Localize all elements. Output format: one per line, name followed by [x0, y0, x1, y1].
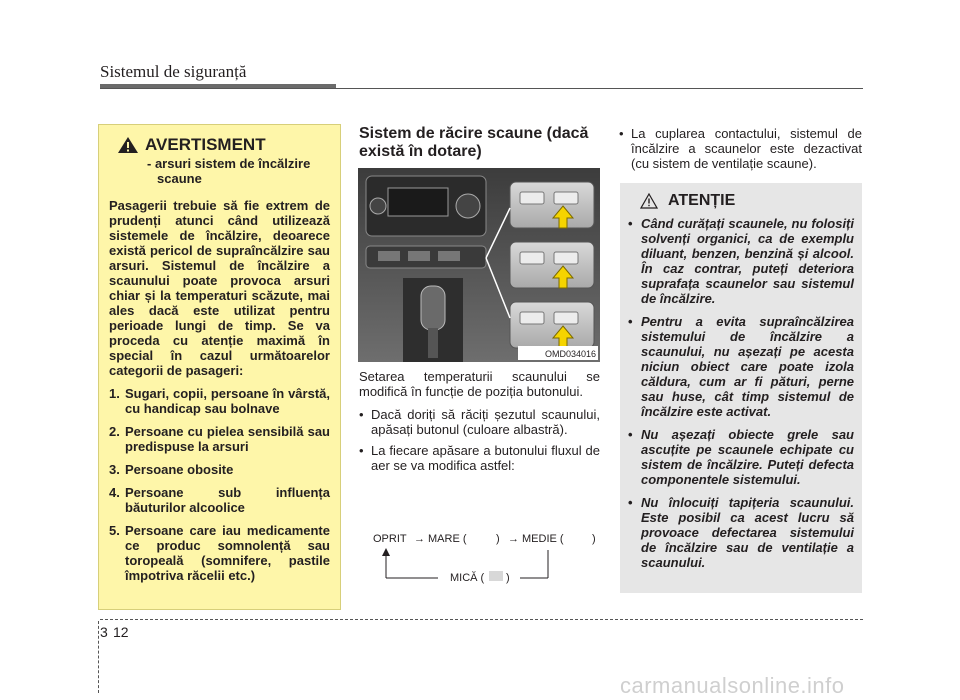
warning-subtitle: [147, 156, 330, 186]
warning-subtitle-line2: scaune: [157, 171, 202, 186]
console-photo: [358, 168, 600, 362]
diagram-high-close: ): [496, 533, 500, 545]
airflow-diagram: [370, 528, 600, 588]
seat-panel-2: [510, 242, 594, 288]
caution-list: [628, 216, 854, 570]
section-bullet: • La fiecare apăsare a butonului fluxul de aer se va modifica astfel:: [359, 443, 600, 473]
footer-rule: [100, 619, 863, 620]
page-section-number: 3: [100, 624, 108, 640]
warning-list-item: 4. Persoane sub influența băuturilor alcoolice: [109, 485, 330, 515]
seat-panel-1: [510, 182, 594, 228]
watermark: carmanualsonline.info: [620, 673, 845, 698]
warning-subtitle-line1: - arsuri sistem de încălzire: [147, 156, 311, 171]
section-bullet: • Dacă doriți să răciți șezutul scaunului, apăsați butonul (culoare albastră).: [359, 407, 600, 437]
caution-item: • Nu înlocuiți tapițeria scaunului. Este posibil ca acest lucru să provoace defectarea sistemului de încălzire sau de ventilație a scaunului.: [628, 495, 854, 570]
header-rule: [100, 88, 863, 89]
diagram-low-close: ): [506, 572, 510, 584]
diagram-arrow-1: →: [414, 533, 425, 545]
warning-list-item: 1. Sugari, copii, persoane în vârstă, cu handicap sau bolnave: [109, 386, 330, 416]
diagram-high-label: MARE (: [428, 533, 467, 545]
caution-box: [620, 183, 862, 593]
diagram-low-label: MICĂ (: [450, 572, 485, 584]
diagram-arrow-2: →: [508, 533, 519, 545]
console-illustration: [358, 168, 600, 362]
warning-body: Pasagerii trebuie să fie extrem de prudenți atunci când utilizează sistemele de încălzire, deoarece există pericol de supraîncălzire sau arsuri. Sistemul de încălzire a scaunului poate provoca arsuri chiar și la temperaturi scăzute, mai ales dacă este utilizat pentru perioade lungi de timp. Se va proceda cu atenție maximă în special în cazul următoarelor categorii de pasageri:: [109, 198, 330, 378]
caution-header: [640, 192, 854, 210]
bullet-dot: •: [359, 407, 364, 422]
warning-triangle-icon: [117, 136, 139, 154]
warning-list-item: 3. Persoane obosite: [109, 462, 234, 477]
footer-rule-vertical: [98, 621, 99, 693]
diagram-medium-label: MEDIE (: [522, 533, 564, 545]
page-header-title: Sistemul de siguranță: [100, 62, 247, 81]
caution-item: • Când curățați scaunele, nu folosiți solvenți organici, ca de exemplu diluant, benzen, benzină și alcool. În caz contrar, puteți deteriora suprafața scaunelor sau sistemul de încălzire.: [628, 216, 854, 306]
warning-list: [109, 386, 330, 583]
warning-list-item: 5. Persoane care iau medicamente ce produc somnolență sau toropeală (somnifere, pastile împotriva răcelii etc.): [109, 523, 330, 583]
photo-code-label: OMD034016: [544, 349, 596, 359]
caution-triangle-icon: [640, 193, 658, 209]
seat-panel-3: [510, 302, 594, 348]
bullet-dot: •: [619, 126, 624, 141]
diagram-medium-close: ): [592, 533, 596, 545]
section-body: [359, 369, 600, 479]
section-intro: Setarea temperaturii scaunului se modifică în funcție de poziția butonului.: [359, 369, 600, 399]
caution-item: • Pentru a evita supraîncălzirea sistemului de încălzire a scaunului, nu așezați pe acesta niciun obiect care poate izola căldura, cum ar fi pături, perne sau huse, cât timp sistemul de încălzire este activat.: [628, 314, 854, 419]
caution-title: ATENȚIE: [668, 192, 736, 209]
warning-list-item: 2. Persoane cu pielea sensibilă sau predispuse la arsuri: [109, 424, 330, 454]
bullet-dot: •: [359, 443, 364, 458]
warning-box: [98, 124, 341, 610]
fan-low-icon: [489, 571, 503, 581]
section-title: Sistem de răcire scaune (dacă există în dotare): [359, 125, 589, 160]
warning-title: AVERTISMENT: [145, 135, 266, 154]
page-number: 12: [113, 624, 129, 640]
ignition-note: • La cuplarea contactului, sistemul de încălzire a scaunelor este dezactivat (cu sistem de ventilație scaune).: [619, 126, 862, 171]
diagram-off-label: OPRIT: [373, 533, 407, 545]
warning-header: [117, 135, 330, 155]
caution-item: • Nu așezați obiecte grele sau ascuțite pe scaunele echipate cu sistem de încălzire. Puteți defecta componentele sistemului.: [628, 427, 854, 487]
